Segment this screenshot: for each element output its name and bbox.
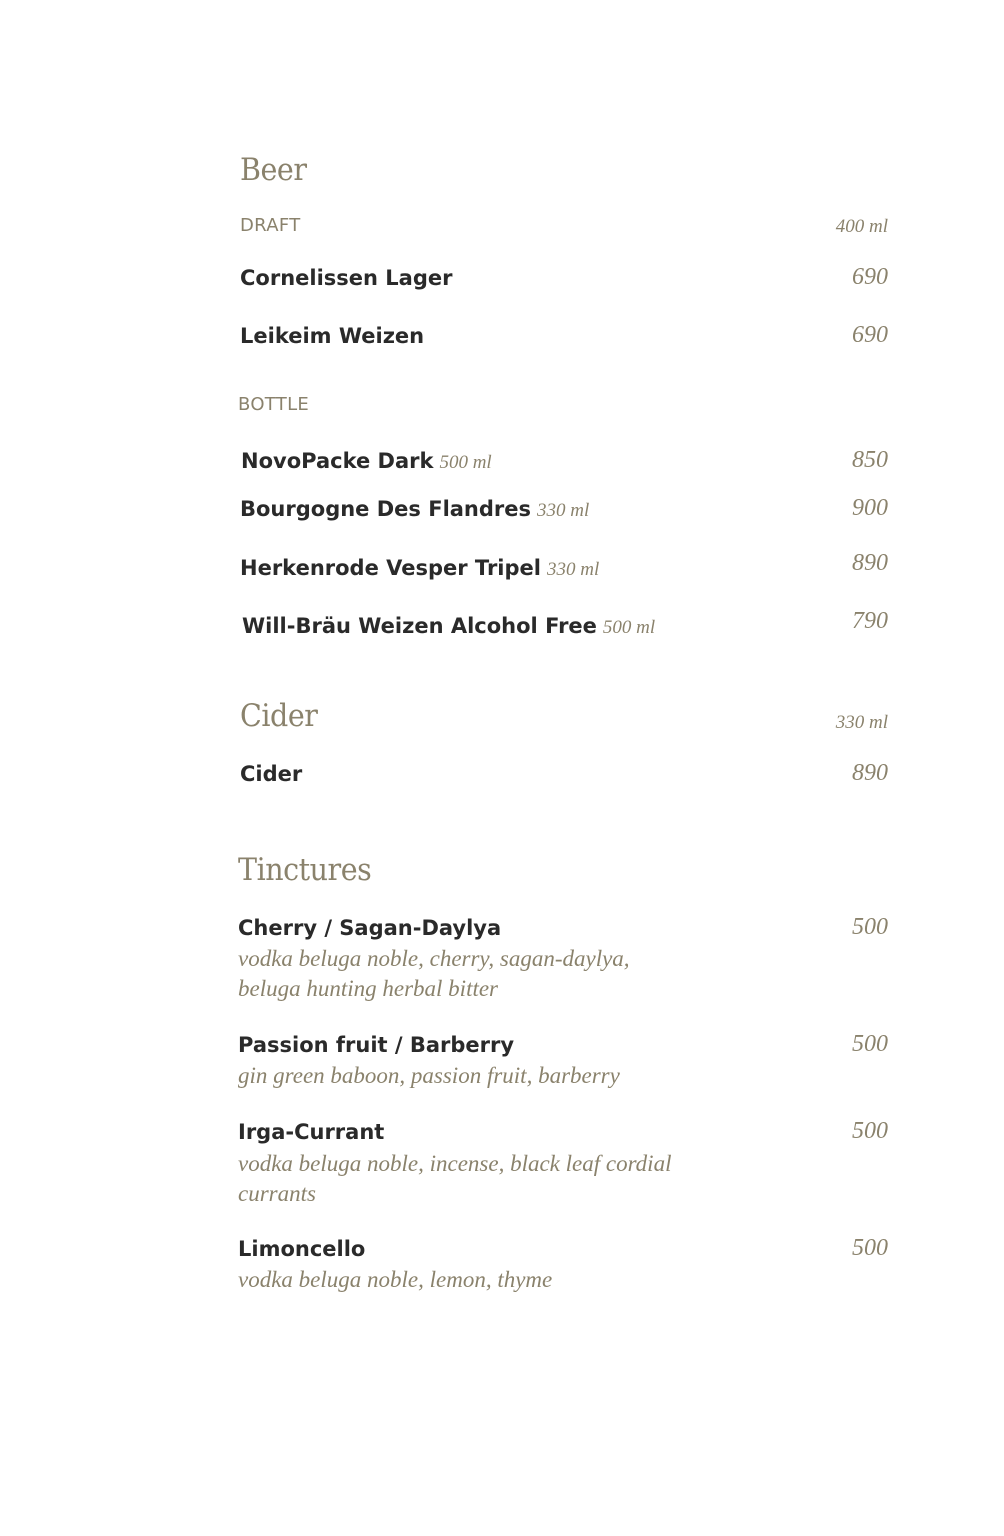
menu-item-price: 850 xyxy=(852,447,888,473)
menu-item-name xyxy=(240,497,589,522)
section-title-cider: Cider xyxy=(240,698,318,734)
menu-item-name xyxy=(241,449,492,474)
menu-item-price: 500 xyxy=(852,914,888,940)
draft-volume: 400 ml xyxy=(835,216,888,237)
description-line: gin green baboon, passion fruit, barberry xyxy=(238,1063,620,1088)
menu-item-price: 790 xyxy=(852,608,888,634)
menu-item-price: 890 xyxy=(852,550,888,576)
cider-volume: 330 ml xyxy=(835,712,888,733)
item-volume: 330 ml xyxy=(537,500,590,521)
description-line: vodka beluga noble, lemon, thyme xyxy=(238,1267,553,1292)
item-name-text: NovoPacke Dark xyxy=(241,449,434,473)
menu-item-description xyxy=(238,944,718,1004)
section-title-beer: Beer xyxy=(240,152,307,188)
menu-item-name: Cider xyxy=(240,762,303,786)
item-name-text: Bourgogne Des Flandres xyxy=(240,497,532,521)
menu-item-name xyxy=(240,556,599,581)
menu-item-price: 890 xyxy=(852,760,888,786)
menu-item-name: Cornelissen Lager xyxy=(240,266,453,290)
menu-item-name: Leikeim Weizen xyxy=(240,324,425,348)
menu-item-name: Passion fruit / Barberry xyxy=(238,1033,515,1057)
menu-item-price: 500 xyxy=(852,1031,888,1057)
item-name-text: Will-Bräu Weizen Alcohol Free xyxy=(242,614,597,638)
menu-item-price: 690 xyxy=(852,322,888,348)
menu-item-price: 500 xyxy=(852,1235,888,1261)
menu-item-name xyxy=(242,614,655,639)
description-line: vodka beluga noble, cherry, sagan-daylya, xyxy=(238,946,630,971)
menu-item-description xyxy=(238,1265,718,1295)
menu-item-price: 900 xyxy=(852,495,888,521)
item-volume: 500 ml xyxy=(602,617,656,638)
menu-item-price: 690 xyxy=(852,264,888,290)
menu-item-price: 500 xyxy=(852,1118,888,1144)
menu-item-description xyxy=(238,1061,718,1091)
description-line: currants xyxy=(238,1181,316,1206)
subhead-bottle: BOTTLE xyxy=(238,394,310,415)
menu-item-name: Irga-Currant xyxy=(238,1120,385,1144)
item-volume: 500 ml xyxy=(439,452,492,473)
section-title-tinctures: Tinctures xyxy=(238,852,372,888)
item-name-text: Herkenrode Vesper Tripel xyxy=(240,556,541,580)
item-volume: 330 ml xyxy=(546,559,600,580)
menu-item-name: Cherry / Sagan-Daylya xyxy=(238,916,502,940)
menu-item-description xyxy=(238,1149,718,1209)
description-line: beluga hunting herbal bitter xyxy=(238,976,499,1001)
description-line: vodka beluga noble, incense, black leaf cordial xyxy=(238,1151,672,1176)
subhead-draft: DRAFT xyxy=(240,215,301,236)
menu-item-name: Limoncello xyxy=(238,1237,366,1261)
